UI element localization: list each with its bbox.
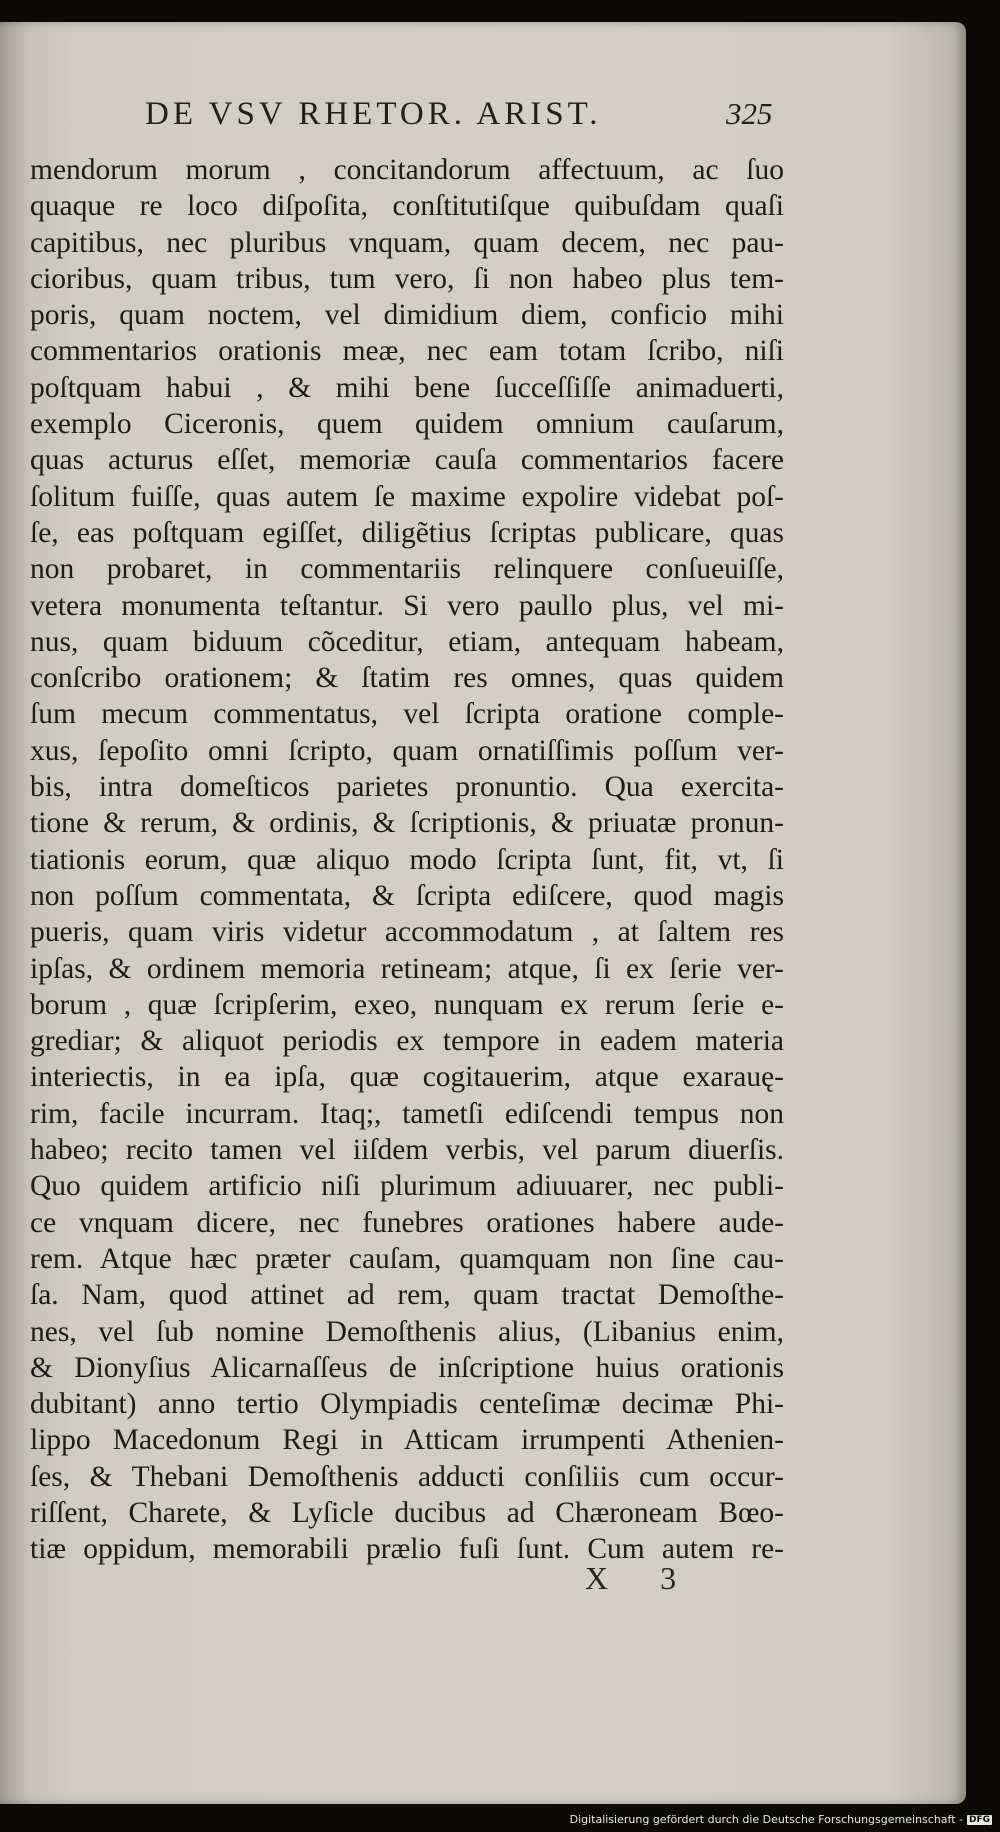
text-line: ipſas, & ordinem memoria retineam; atque, ſi ex ſerie ver- [30,952,784,985]
text-line: tiationis eorum, quæ aliquo modo ſcripta ſunt, fit, vt, ſi [30,843,784,876]
text-line: riſſent, Charete, & Lyſicle ducibus ad Chæroneam Bœo- [30,1496,784,1529]
digitization-footer [570,1813,992,1826]
text-line: Quo quidem artificio niſi plurimum adiuuarer, nec publi- [30,1170,784,1203]
text-line: ce vnquam dicere, nec funebres orationes habere aude- [30,1206,784,1239]
text-line: habeo; recito tamen vel iiſdem verbis, vel parum diuerſis. [30,1134,784,1167]
text-line: mendorum morum , concitandorum affectuum, ac ſuo [30,154,784,186]
text-line: non probaret, in commentariis relinquere conſueuiſſe, [30,553,784,586]
text-line: vetera monumenta teſtantur. Si vero paullo plus, vel mi- [30,589,784,622]
text-line: tione & rerum, & ordinis, & ſcriptionis, & priuatæ pronun- [30,807,784,840]
text-line: ſum mecum commentatus, vel ſcripta oratione comple- [30,698,784,731]
running-head [0,96,1000,136]
running-title: DE VSV RHETOR. ARIST. [145,96,602,132]
text-line: ſe, eas poſtquam egiſſet, diligẽtius ſcriptas publicare, quas [30,516,784,549]
text-line: xus, ſepoſito omni ſcripto, quam ornatiſſimis poſſum ver- [30,734,784,767]
text-line: rem. Atque hæc præter cauſam, quamquam non ſine cau- [30,1242,784,1275]
text-line: tiæ oppidum, memorabili prælio fuſi ſunt. Cum autem re- [30,1533,784,1566]
text-line: poſtquam habui , & mihi bene ſucceſſiſſe animaduerti, [30,371,784,404]
text-line: nes, vel ſub nomine Demoſthenis alius, (Libanius enim, [30,1315,784,1348]
catchword-signature: X 3 [585,1560,699,1596]
text-line: grediar; & aliquot periodis ex tempore in eadem materia [30,1025,784,1058]
text-line: ſes, & Thebani Demoſthenis adducti conſiliis cum occur- [30,1460,784,1493]
footer-credit-text: Digitalisierung gefördert durch die Deutsche Forschungsgemeinschaft - [569,1813,963,1826]
text-line: borum , quæ ſcripſerim, exeo, nunquam ex rerum ſerie e- [30,988,784,1021]
text-line: non poſſum commentata, & ſcripta ediſcere, quod magis [30,879,784,912]
text-line: capitibus, nec pluribus vnquam, quam decem, nec pau- [30,226,784,259]
text-line: interiectis, in ea ipſa, quæ cogitauerim, atque exarauę- [30,1061,784,1094]
text-line: conſcribo orationem; & ſtatim res omnes, quas quidem [30,662,784,695]
text-line: dubitant) anno tertio Olympiadis centeſimæ decimæ Phi- [30,1388,784,1421]
text-line: quas acturus eſſet, memoriæ cauſa commentarios facere [30,444,784,477]
dfg-logo-icon: DFG [968,1814,990,1825]
text-line: ſa. Nam, quod attinet ad rem, quam tractat Demoſthe- [30,1279,784,1312]
text-line: poris, quam noctem, vel dimidium diem, conficio mihi [30,299,784,332]
text-line: pueris, quam viris videtur accommodatum , at ſaltem res [30,916,784,949]
page-number: 325 [726,96,773,131]
text-line: commentarios orationis meæ, nec eam totam ſcribo, niſi [30,335,784,368]
text-line: rim, facile incurram. Itaq;, tametſi ediſcendi tempus non [30,1097,784,1130]
text-line: & Dionyſius Alicarnaſſeus de inſcriptione huius orationis [30,1351,784,1384]
text-line: lippo Macedonum Regi in Atticam irrumpenti Athenien- [30,1424,784,1457]
body-text [30,152,784,1568]
text-line: cioribus, quam tribus, tum vero, ſi non habeo plus tem- [30,262,784,295]
text-line: bis, intra domeſticos parietes pronuntio. Qua exercita- [30,771,784,804]
text-line: ſolitum fuiſſe, quas autem ſe maxime expolire videbat poſ- [30,480,784,513]
text-line: nus, quam biduum cõceditur, etiam, antequam habeam, [30,625,784,658]
text-line: exemplo Ciceronis, quem quidem omnium cauſarum, [30,408,784,441]
text-line: quaque re loco diſpoſita, conſtitutiſque quibuſdam quaſi [30,190,784,223]
